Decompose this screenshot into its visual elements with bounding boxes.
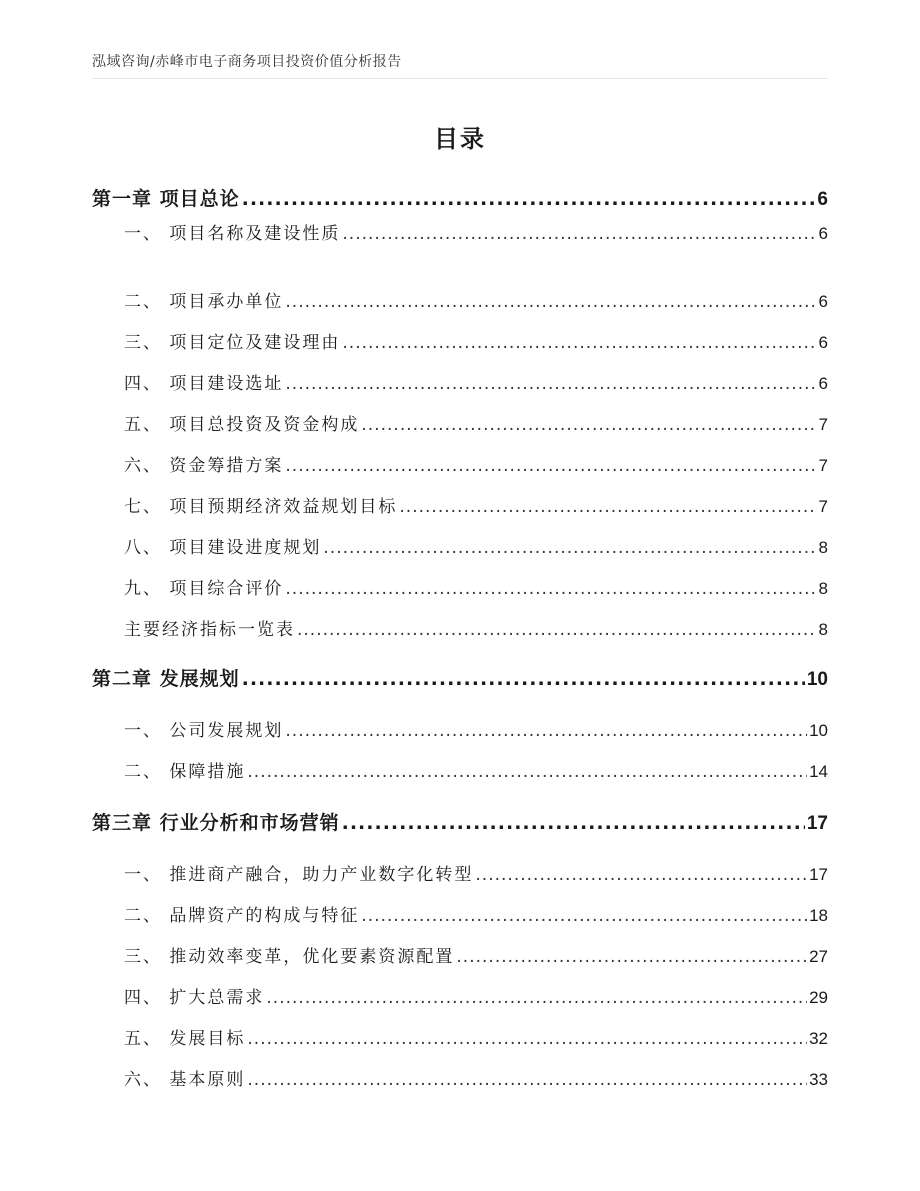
toc-entry-label: 主要经济指标一览表 [124, 620, 295, 640]
toc-leader-dots [456, 947, 807, 967]
toc-section[interactable] [0, 860, 920, 885]
toc-entry-label: 五、 项目总投资及资金构成 [124, 415, 360, 435]
toc-section[interactable] [0, 287, 920, 312]
toc-page-number: 18 [809, 906, 828, 925]
toc-chapter[interactable] [0, 808, 920, 835]
toc-section[interactable] [0, 1065, 920, 1090]
toc-entry-label: 四、 项目建设选址 [124, 374, 284, 394]
toc-entry-label: 一、 公司发展规划 [124, 721, 284, 741]
toc-page-number: 32 [809, 1029, 828, 1048]
toc-page-number: 10 [806, 669, 828, 690]
toc-section[interactable] [0, 451, 920, 476]
toc-entry-label: 一、 项目名称及建设性质 [124, 224, 341, 244]
header-divider [92, 78, 828, 79]
toc-page-number: 8 [818, 579, 828, 598]
toc-entry-label: 六、 资金筹措方案 [124, 456, 284, 476]
toc-page-number: 27 [809, 947, 828, 966]
toc-section[interactable] [0, 369, 920, 394]
toc-leader-dots [342, 333, 816, 353]
toc-leader-dots [247, 1029, 807, 1049]
toc-entry-label: 七、 项目预期经济效益规划目标 [124, 497, 398, 517]
toc-entry-label: 八、 项目建设进度规划 [124, 538, 322, 558]
toc-entry-label: 第二章 发展规划 [92, 668, 240, 690]
toc-section[interactable] [0, 716, 920, 741]
toc-entry-label: 第一章 项目总论 [92, 188, 240, 210]
toc-entry-label: 三、 推动效率变革，优化要素资源配置 [124, 947, 455, 967]
toc-entry-label: 第三章 行业分析和市场营销 [92, 812, 340, 834]
toc-chapter[interactable] [0, 184, 920, 211]
toc-section[interactable] [0, 1024, 920, 1049]
toc-leader-dots [342, 812, 805, 834]
toc-leader-dots [323, 538, 816, 558]
toc-page-number: 29 [809, 988, 828, 1007]
toc-section[interactable] [0, 410, 920, 435]
toc-entry-label: 二、 品牌资产的构成与特征 [124, 906, 360, 926]
toc-leader-dots [399, 497, 816, 517]
toc-section[interactable] [0, 942, 920, 967]
toc-leader-dots [361, 906, 807, 926]
toc-entry-label: 九、 项目综合评价 [124, 579, 284, 599]
toc-entry-label: 二、 保障措施 [124, 762, 246, 782]
toc-entry-label: 六、 基本原则 [124, 1070, 246, 1090]
toc-page-number: 6 [818, 292, 828, 311]
toc-page-number: 8 [818, 538, 828, 557]
toc-page-number: 33 [809, 1070, 828, 1089]
toc-entry-label: 四、 扩大总需求 [124, 988, 265, 1008]
toc-section[interactable] [0, 574, 920, 599]
toc-page-number: 7 [818, 456, 828, 475]
toc-leader-dots [475, 865, 807, 885]
toc-entry-label: 三、 项目定位及建设理由 [124, 333, 341, 353]
toc-section[interactable] [0, 492, 920, 517]
toc-leader-dots [361, 415, 816, 435]
toc-page-number: 7 [818, 497, 828, 516]
toc-page-number: 7 [818, 415, 828, 434]
toc-page-number: 6 [818, 224, 828, 243]
toc-section[interactable] [0, 219, 920, 244]
toc-section[interactable] [0, 615, 920, 640]
toc-page-number: 17 [809, 865, 828, 884]
toc-page-number: 6 [817, 189, 828, 210]
toc-section[interactable] [0, 901, 920, 926]
toc-leader-dots [342, 224, 816, 244]
toc-entry-label: 五、 发展目标 [124, 1029, 246, 1049]
toc-section[interactable] [0, 757, 920, 782]
toc-page-number: 10 [809, 721, 828, 740]
toc-leader-dots [297, 620, 817, 640]
toc-section[interactable] [0, 983, 920, 1008]
toc-leader-dots [242, 188, 816, 210]
toc-leader-dots [285, 456, 816, 476]
toc-section[interactable] [0, 533, 920, 558]
toc-leader-dots [247, 1070, 807, 1090]
toc-title: 目录 [434, 125, 486, 153]
toc-entry-label: 一、 推进商产融合，助力产业数字化转型 [124, 865, 474, 885]
toc-page-number: 17 [806, 813, 828, 834]
toc-page-number: 6 [818, 333, 828, 352]
toc-leader-dots [242, 668, 805, 690]
toc-leader-dots [285, 292, 816, 312]
toc-leader-dots [266, 988, 807, 1008]
toc-leader-dots [285, 374, 816, 394]
toc-page-number: 8 [818, 620, 828, 639]
running-header: 泓域咨询/赤峰市电子商务项目投资价值分析报告 [92, 54, 402, 70]
toc-entry-label: 二、 项目承办单位 [124, 292, 284, 312]
toc-page-number: 14 [809, 762, 828, 781]
toc-section[interactable] [0, 328, 920, 353]
toc-page-number: 6 [818, 374, 828, 393]
toc-leader-dots [285, 579, 816, 599]
toc-leader-dots [247, 762, 807, 782]
toc-chapter[interactable] [0, 664, 920, 691]
toc-leader-dots [285, 721, 807, 741]
